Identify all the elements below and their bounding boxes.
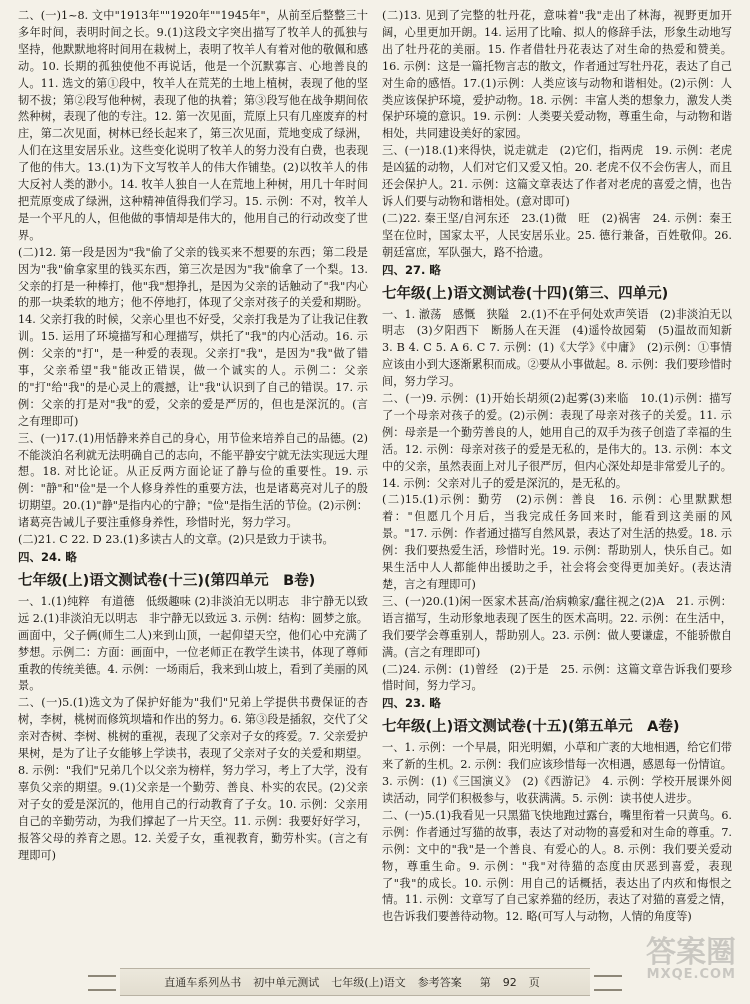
footer-series: 直通车系列丛书 <box>164 976 242 989</box>
answer-block: 三、(一)20.(1)闲一医家术甚高/治病赖家/蠢往视之(2)A 21. 示例：语言描写，生动形象地表现了医生的医术高明。22. 示例：在生活中，我们要学会尊重别人，帮助别人。23. 示例：做人要谦虚，不能骄傲自满。(言之有理即可) <box>382 594 732 659</box>
answer-block: 三、(一)18.(1)来得快，说走就走 (2)它们，指两虎 19. 示例：老虎是凶猛的动物，人们对它们又爱又怕。20. 老虎不仅不会伤害人，而且还会保护人。21. 示例：这篇文章表达了作者对老虎的喜爱之情，也告诉人们要与动物和谐相处。(意对即可) <box>382 144 732 208</box>
answer-block: (二)13. 见到了完整的牡丹花，意味着"我"走出了林海，视野更加开阔，心里更加开朗。14. 运用了比喻、拟人的修辞手法，形象生动地写出了牡丹花的美丽。15. 作者借牡丹花表达了对生命的热爱和赞美。16. 示例：这是一篇托物言志的散文，作者通过写牡丹花，表达了自己对生命的感悟。17.(1)示例：人类应该与动物和谐相处。(2)示例：人类应该保护环境，爱护动物。18. 示例：丰富人类的想象力，激发人类保护环境的意识。19. 示例：人类要关爱动物，尊重生命，与动物和谐相处，共同建设美好的家园。 <box>382 9 732 141</box>
section-title: 七年级(上)语文测试卷(十四)(第三、四单元) <box>382 285 669 302</box>
page-footer <box>120 968 590 996</box>
answer-block: 三、(一)17.(1)用恬静来养自己的身心，用节俭来培养自己的品德。(2)不能淡泊名利就无法明确自己的志向，不能平静安宁就无法实现远大理想。18. 对比论证。从正反两方面论证了静与俭的重要性。19. 示例："静"和"俭"是一个人修身养性的重要方法，也是诸葛亮对儿子的殷切期望。20.(1)"静"是指内心的宁静；"俭"是指生活的节俭。(2)示例：诸葛亮告诫儿子要注重修身养性，珍惜时光，努力学习。 <box>18 431 368 530</box>
answer-block: (二)15.(1)示例：勤劳 (2)示例：善良 16. 示例：心里默默想着："但愿几个月后，当我完成任务回来时，能看到这美丽的风景。"17. 示例：作者通过描写自然风景，表达了对生活的热爱。18. 示例：我们要热爱生活，珍惜时光。19. 示例：帮助别人，快乐自己。如果生活中人人都能伸出援助之手，社会将会变得更加美好。(表达清楚，言之有理即可) <box>382 493 732 591</box>
site-watermark <box>616 935 736 998</box>
page-suffix: 页 <box>528 976 540 989</box>
watermark-sub: MXQE.COM <box>646 967 736 982</box>
section-title: 七年级(上)语文测试卷(十五)(第五单元 A卷) <box>382 719 680 736</box>
page-prefix: 第 <box>479 976 491 989</box>
footer-book: 初中单元测试 <box>253 976 320 989</box>
answer-block: 一、1.(1)纯粹 有道德 低级趣味 (2)非淡泊无以明志 非宁静无以致远 2.(1)非淡泊无以明志 非宁静无以致远 3. 示例：结构：圆梦之旅。画面中，父子俩(师生二人)来到山顶，一起仰望天空，他们心中充满了梦想。示例二：方面：画面中，一位老师正在教学生读书，体现了尊师重教的传统美德。4. 示例：一场雨后，我来到山坡上，看到了美丽的风景。 <box>18 594 368 693</box>
answer-block: (二)24. 示例：(1)曾经 (2)于是 25. 示例：这篇文章告诉我们要珍惜时间，努力学习。 <box>382 662 732 693</box>
answer-block: 二、(一)5.(1)我看见一只黑猫飞快地跑过露台，嘴里衔着一只黄鸟。6. 示例：作者通过写猫的故事，表达了对动物的喜爱和对生命的尊重。7. 示例：文中的"我"是一个善良、有爱心的人。8. 示例：我们要关爱动物，尊重生命。9. 示例："我"对待猫的态度由厌恶到喜爱，表现了"我"的成长。10. 示例：用自己的话概括，表达出了内疚和悔恨之情。11. 示例：文章写了自己家养猫的经历，表达了对猫的喜爱之情，也告诉我们要善待动物。12. 略(可写人与动物，人情的角度等) <box>382 808 732 924</box>
section-title: 七年级(上)语文测试卷(十三)(第四单元 B卷) <box>18 572 316 589</box>
answer-block: 四、24. 略 <box>18 550 77 564</box>
answer-block: 一、1. 示例：一个早晨，阳光明媚，小草和广袤的大地相遇，给它们带来了新的生机。2. 示例：我们应该珍惜每一次相遇，感恩每一份情谊。3. 示例：(1)《三国演义》 (2)《西游记》 4. 示例：学校开展课外阅读活动，同学们积极参与，收获满满。5. 示例：读书使人进步。 <box>382 741 732 805</box>
watermark-main: 答案圈 <box>646 935 736 970</box>
answer-block: 四、27. 略 <box>382 262 441 277</box>
answer-block: 二、(一)5.(1)选文为了保护好能为"我们"兄弟上学提供书费保证的杏树，李树，桃树而修筑坝墙和作出的努力。6. 第③段是插叙，交代了父亲对杏树、李树、桃树的重视，表现了父亲对子女的疼爱。7. 父亲爱护果树，是为了让子女能够上学读书，表现了父亲对子女的关爱和期望。8. 示例："我们"兄弟几个以父亲为榜样，努力学习，考上了大学，没有辜负父亲的期望。9.(1)父亲是一个勤劳、善良、朴实的农民。(2)父亲对子女的爱是深沉的，他用自己的行动教育了子女。10. 示例：父亲用自己的辛勤劳动，为我们撑起了一片天空。11. 示例：我要好好学习，报答父母的养育之恩。12. 关爱子女，重视教育，勤劳朴实。(言之有理即可) <box>18 696 368 862</box>
answer-block: (二)21. C 22. D 23.(1)多读古人的文章。(2)只是致力于读书。 <box>18 533 334 547</box>
answer-block: 一、1. 澈荡 感慨 狭隘 2.(1)不在乎何处欢声笑语 (2)非淡泊无以明志 (3)夕阳西下 断肠人在天涯 (4)遥怜故园菊 (5)温故而知新 3. B 4. C 5. A 6. C 7. 示例：(1)《大学》《中庸》 (2)示例：①事情应该由小到大逐渐累积而成。②要从小事做起。8. 示例：我们要珍惜时间，努力学习。 <box>382 307 744 389</box>
answer-block: 二、(一)9. 示例：(1)开始长胡须(2)起雾(3)来临 10.(1)示例：描写了一个母亲对孩子的爱。(2)示例：表现了母亲对孩子的关爱。11. 示例：母亲是一个勤劳善良的人，她用自己的双手为孩子创造了幸福的生活。12. 示例：母亲对孩子的爱是无私的，是伟大的。13. 示例：本文中的父亲，虽然表面上对儿子很严厉，但内心深处却是非常爱儿子的。14. 示例：父亲对儿子的爱是深沉的，是无私的。 <box>382 392 732 490</box>
answer-page <box>18 8 744 968</box>
page-number: 92 <box>502 976 517 989</box>
answer-block: (二)12. 第一段是因为"我"偷了父亲的钱买来不想要的东西；第二段是因为"我"偷拿家里的钱买东西，第三次是因为"我"偷拿了一个梨。13. 父亲的打是一种棒打，他"我"想挣扎，是因为父亲的话触动了"我"内心的那一块柔软的地方；他不停地打，体现了父亲对孩子的关爱和期盼。14. 父亲打我的时候，父亲心里也不好受，父亲打我是为了让我记住教训。15. 运用了环境描写和心理描写，烘托了"我"的内心活动。16. 示例：父亲的"打"，是一种爱的表现。父亲打"我"，是因为"我"做了错事，父亲希望"我"能改正错误，做一个诚实的人。示例二：父亲的"打"给"我"的是心灵上的震撼，让"我"认识到了自己的错误。17. 示例：父亲的打是对"我"的爱，父亲的爱是严厉的，但也是深沉的。(言之有理即可) <box>18 245 368 428</box>
left-column <box>18 8 368 968</box>
answer-block: (二)22. 秦王坚/自河东还 23.(1)微 旺 (2)祸害 24. 示例：秦王坚在位时，国家太平，人民安居乐业。25. 德行兼备，百姓敬仰。26. 朝廷富庶，军队强大，路不拾遗。 <box>382 211 732 259</box>
right-column <box>382 8 744 968</box>
footer-grade: 七年级(上)语文 <box>331 976 406 989</box>
footer-ornament-left <box>88 975 116 991</box>
answer-block: 四、23. 略 <box>382 696 441 711</box>
answer-block: 二、(一)1~8. 文中"1913年""1920年""1945年"，从前至后整整三十多年时间，表明时间之长。9.(1)这段文字突出描写了牧羊人的孤独与坚持，他默默地将时间用在栽树上，表明了牧羊人有着对他的敬佩和感动。10. 长期的孤独使他不再说话，他是一个沉默寡言、心地善良的人。11. 选文的第①段中，牧羊人在荒芜的土地上植树，表现了他的坚韧不拔；第②段写他种树，表现了他的执着；第③段写他在战争期间依然种树，表现了他的专注。12. 第一次见面，荒原上只有几座废弃的村庄，第二次见面，树林已经长起来了，第三次见面，荒地变成了绿洲，人们在这里安居乐业。这些变化说明了牧羊人的努力没有白费，也表现了他的伟大。13.(1)为下文写牧羊人的伟大作铺垫。(2)以牧羊人的伟大反衬人类的渺小。14. 牧羊人独自一人在荒地上种树，用几十年时间把荒原变成了绿洲，这种精神值得我们学习。15. 示例：不对，牧羊人是一个平凡的人，但他做的事情却是伟大的，他用自己的行动改变了世界。 <box>18 9 368 242</box>
footer-page <box>474 974 546 990</box>
footer-answers: 参考答案 <box>417 976 462 989</box>
